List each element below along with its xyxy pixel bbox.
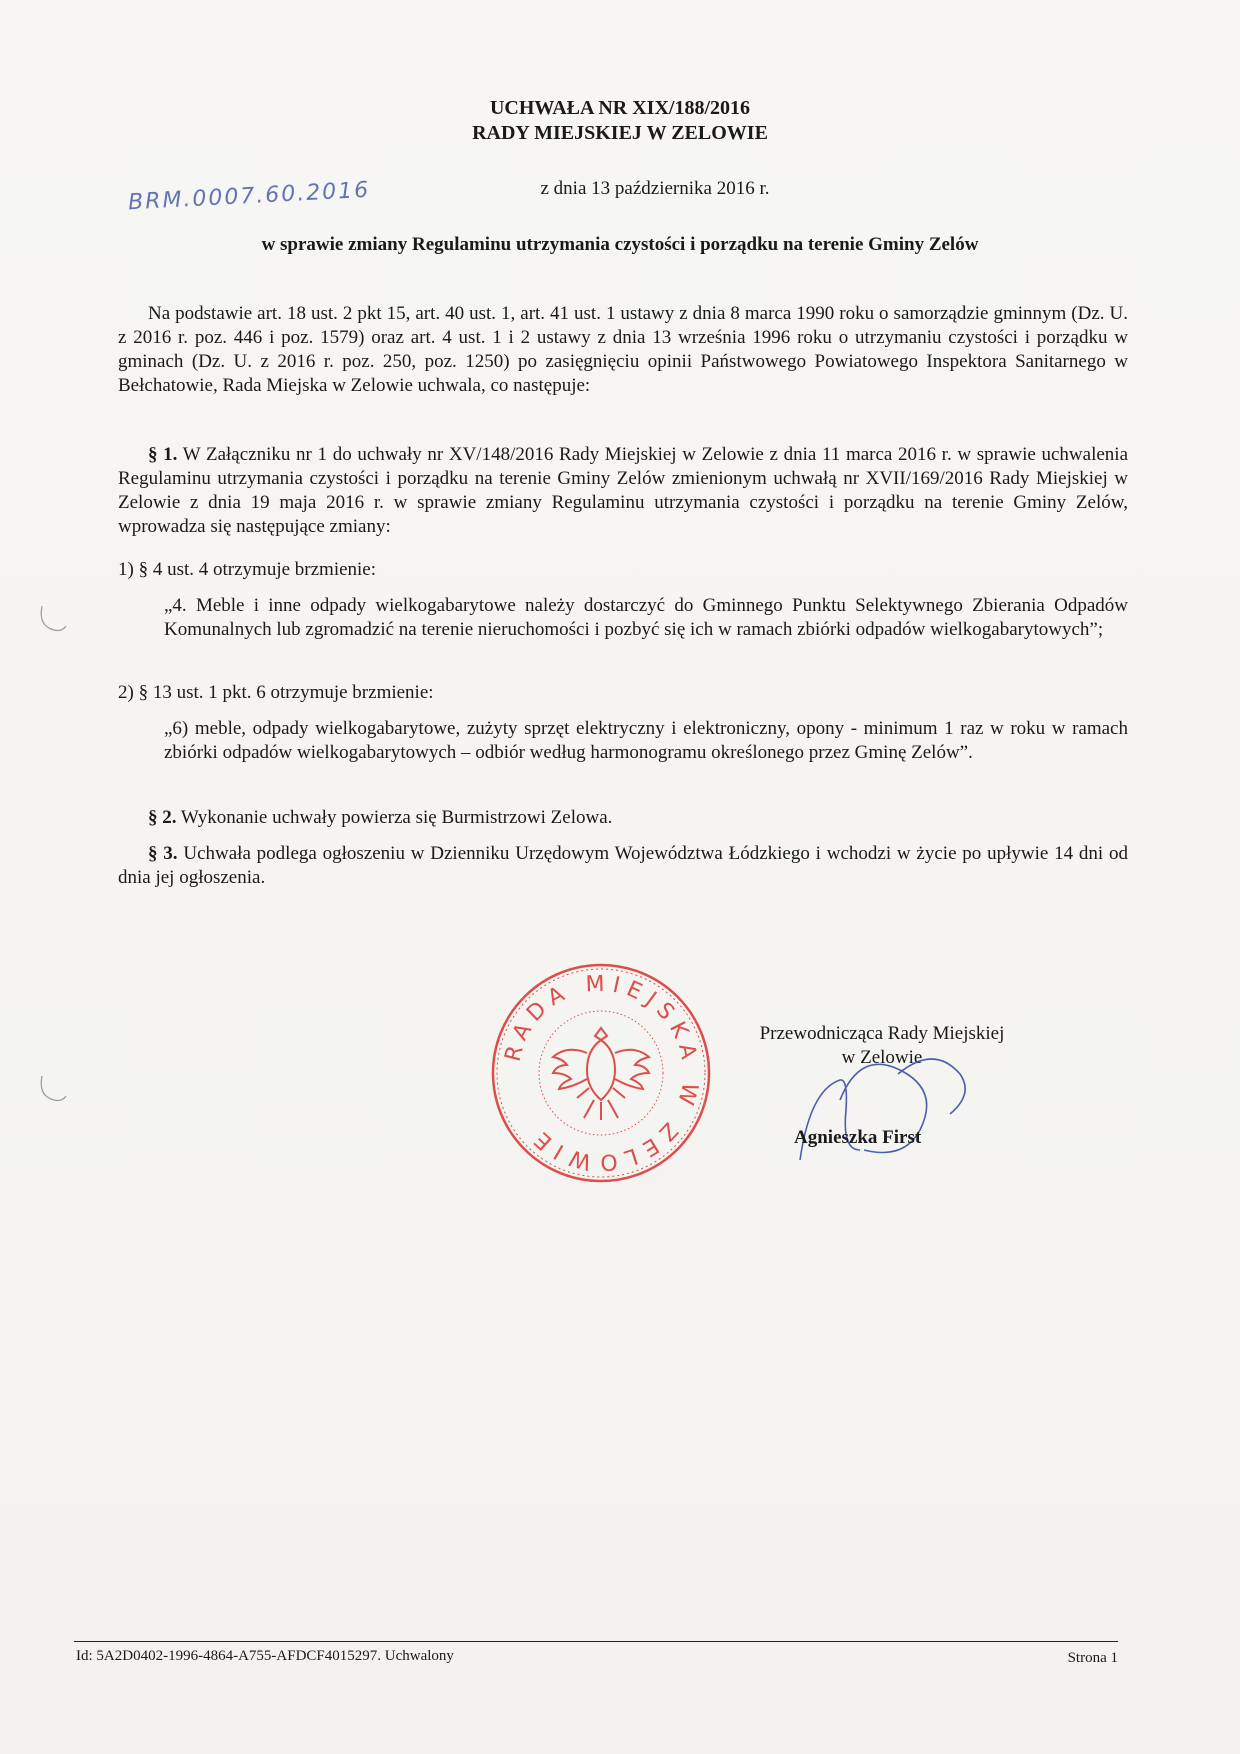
- handwritten-reference: BRM.0007.60.2016: [127, 177, 371, 216]
- section-3-text: Uchwała podlega ogłoszeniu w Dzienniku Urzędowym Województwa Łódzkiego i wchodzi w życie po upływie 14 dni od dnia jej ogłoszenia.: [118, 843, 1129, 888]
- punch-hole-icon: [36, 1072, 70, 1106]
- section-2-paragraph: [118, 806, 1128, 830]
- amendment-item-1-quote: „4. Meble i inne odpady wielkogabarytowe należy dostarczyć do Gminnego Punktu Selektywnego Zbierania Odpadów Komunalnych lub zgromadzić na terenie nieruchomości i pozbyć się ich w ramach zbiórki odpadów wielkogabarytowych”;: [164, 595, 1128, 640]
- page-number: Strona 1: [1067, 1650, 1118, 1666]
- document-id: Id: 5A2D0402-1996-4864-A755-AFDCF4015297. Uchwalony: [76, 1648, 454, 1664]
- punch-hole-icon: [36, 602, 70, 636]
- section-1-mark: § 1.: [148, 444, 178, 465]
- amendment-item-1-label: 1) § 4 ust. 4 otrzymuje brzmienie:: [118, 559, 377, 580]
- section-3-paragraph: [118, 842, 1128, 890]
- amendment-item-2-quote: „6) meble, odpady wielkogabarytowe, zużyty sprzęt elektryczny i elektroniczny, opony - minimum 1 raz w roku w ramach zbiórki odpadów wielkogabarytowych – odbiór według harmonogramu określonego przez Gminę Zelów”.: [164, 718, 1128, 763]
- footer-divider: [74, 1641, 1118, 1642]
- section-3-mark: § 3.: [148, 843, 178, 864]
- section-1-paragraph: [118, 443, 1128, 539]
- section-1-text: W Załączniku nr 1 do uchwały nr XV/148/2016 Rady Miejskiej w Zelowie z dnia 11 marca 2016 r. w sprawie uchwalenia Regulaminu utrzymania czystości i porządku na terenie Gminy Zelów zmienionym uchwałą nr XVII/169/2016 Rady Miejskiej w Zelowie z dnia 19 maja 2016 r. w sprawie zmiany Regulaminu utrzymania czystości i porządku na terenie Gminy Zelów, wprowadza się następujące zmiany:: [118, 444, 1128, 537]
- resolution-number: UCHWAŁA NR XIX/188/2016: [489, 97, 751, 119]
- resolution-header: [0, 96, 1240, 146]
- section-2-text: Wykonanie uchwały powierza się Burmistrzowi Zelowa.: [176, 807, 613, 828]
- signatory-title-line-2: w Zelowie: [841, 1047, 923, 1068]
- resolution-date: z dnia 13 października 2016 r.: [540, 178, 770, 199]
- amendment-item-2-label: 2) § 13 ust. 1 pkt. 6 otrzymuje brzmienie:: [118, 682, 434, 703]
- official-seal-stamp: [486, 958, 716, 1188]
- legal-basis-paragraph: Na podstawie art. 18 ust. 2 pkt 15, art. 40 ust. 1, art. 41 ust. 1 ustawy z dnia 8 marca 1990 roku o samorządzie gminnym (Dz. U. z 2016 r. poz. 446 i poz. 1579) oraz art. 4 ust. 1 i 2 ustawy z dnia 13 września 1996 roku o utrzymaniu czystości i porządku w gminach (Dz. U. z 2016 r. poz. 250, poz. 1250) po zasięgnięciu opinii Państwowego Powiatowego Inspektora Sanitarnego w Bełchatowie, Rada Miejska w Zelowie uchwala, co następuje:: [118, 303, 1128, 396]
- handwritten-signature-icon: [780, 1040, 990, 1170]
- seal-text: RADA MIEJSKA W ZELOWIE: [500, 971, 703, 1175]
- eagle-emblem-icon: [553, 1028, 649, 1120]
- signatory-title-line-1: Przewodnicząca Rady Miejskiej: [759, 1023, 1005, 1044]
- signatory-name: Agnieszka First: [794, 1127, 922, 1148]
- section-2-mark: § 2.: [148, 807, 177, 828]
- council-name: RADY MIEJSKIEJ W ZELOWIE: [472, 122, 768, 144]
- resolution-subject: w sprawie zmiany Regulaminu utrzymania czystości i porządku na terenie Gminy Zelów: [261, 234, 979, 255]
